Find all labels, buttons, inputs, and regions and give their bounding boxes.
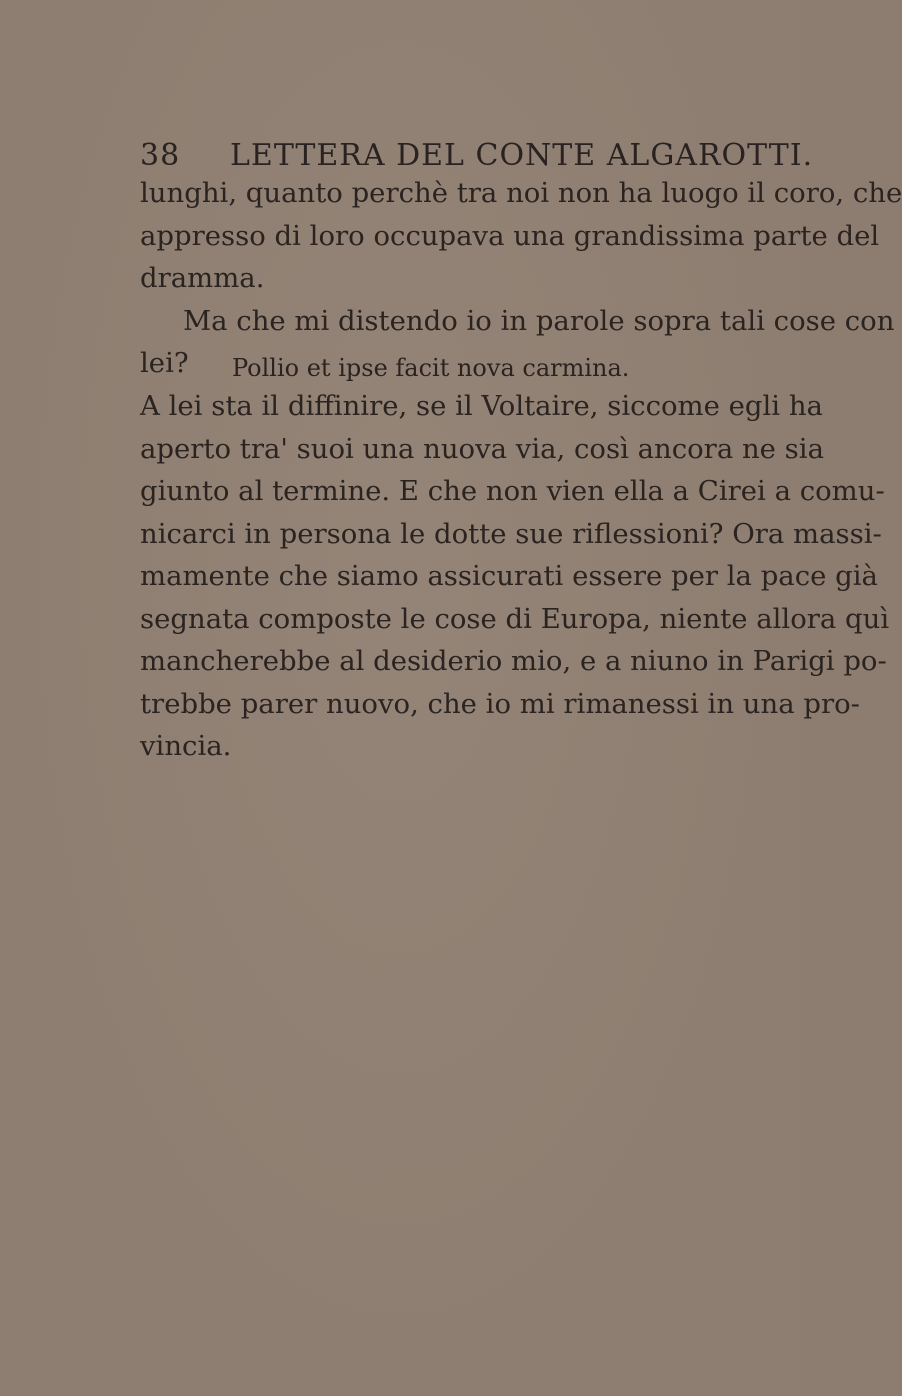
text-line: nicarci in persona le dotte sue riflessioni? Ora massi-: [140, 517, 882, 550]
page-number: 38: [140, 138, 181, 173]
text-line: lei?: [140, 347, 189, 379]
text-line: vincia.: [140, 730, 232, 762]
text-line: appresso di loro occupava una grandissima parte del: [140, 219, 880, 252]
text-line: dramma.: [140, 262, 265, 294]
latin-quotation: Pollio et ipse facit nova carmina.: [232, 354, 630, 382]
text-line: Ma che mi distendo io in parole sopra tali cose con: [183, 304, 895, 337]
text-line: segnata composte le cose di Europa, niente allora quì: [140, 602, 890, 635]
text-line: lunghi, quanto perchè tra noi non ha luogo il coro, che: [140, 177, 902, 209]
text-line: mamente che siamo assicurati essere per la pace già: [140, 560, 878, 592]
text-line: A lei sta il diffinire, se il Voltaire, siccome egli ha: [140, 390, 823, 422]
text-line: giunto al termine. E che non vien ella a Cirei a comu-: [140, 475, 885, 507]
text-line: aperto tra' suoi una nuova via, così ancora ne sia: [140, 432, 824, 465]
paragraph-2: [140, 385, 890, 768]
text-line: trebbe parer nuovo, che io mi rimanessi in una pro-: [140, 687, 860, 720]
text-line: mancherebbe al desiderio mio, e a niuno in Parigi po-: [140, 645, 887, 677]
running-title: LETTERA DEL CONTE ALGAROTTI.: [230, 138, 814, 173]
